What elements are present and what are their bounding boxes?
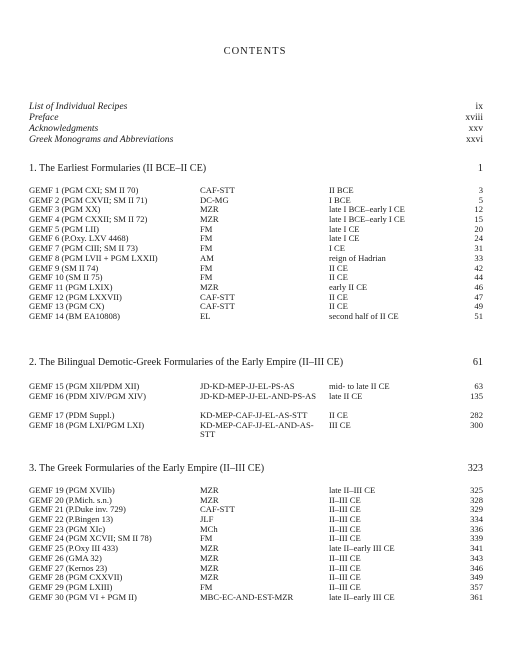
entry-date: II CE	[329, 301, 348, 312]
entry-id: GEMF 13 (PGM CX)	[29, 301, 105, 312]
entry-page: 329	[470, 504, 483, 515]
entry-id: GEMF 27 (Kernos 23)	[29, 562, 108, 573]
front-matter-item	[29, 123, 483, 134]
entry-id: GEMF 20 (P.Mich. s.n.)	[29, 494, 112, 505]
entry-page: 20	[474, 223, 483, 234]
front-matter-page: xxvi	[465, 134, 483, 145]
entry-id: GEMF 14 (BM EA10808)	[29, 310, 120, 321]
entry-id: GEMF 1 (PGM CXI; SM II 70)	[29, 185, 139, 195]
toc-entry	[29, 392, 483, 411]
entry-page: 357	[470, 581, 483, 592]
entry-editors: EL	[200, 310, 211, 321]
entry-date: II–III CE	[329, 523, 361, 534]
entry-id: GEMF 23 (PGM XIc)	[29, 523, 106, 534]
section-entries	[29, 486, 483, 602]
entry-date: I BCE	[329, 194, 351, 205]
entry-page: 44	[474, 272, 483, 283]
entry-id: GEMF 10 (SM II 75)	[29, 272, 103, 283]
entry-editors: DC-MG	[200, 194, 229, 205]
entry-id: GEMF 15 (PGM XII/PDM XII)	[29, 381, 140, 391]
entry-id: GEMF 24 (PGM XCVII; SM II 78)	[29, 533, 152, 544]
entry-id: GEMF 29 (PGM LXIII)	[29, 581, 113, 592]
entry-editors: MZR	[200, 572, 219, 583]
entry-page: 325	[470, 485, 483, 495]
entry-date: II CE	[329, 291, 348, 302]
entry-page: 46	[474, 281, 483, 292]
entry-page: 328	[470, 494, 483, 505]
entry-page: 49	[474, 301, 483, 312]
entry-id: GEMF 9 (SM II 74)	[29, 262, 99, 273]
entry-editors: FM	[200, 272, 213, 283]
front-matter-label: Greek Monograms and Abbreviations	[29, 134, 174, 145]
section-page: 323	[467, 463, 483, 474]
entry-editors: JD-KD-MEP-JJ-EL-PS-AS	[200, 381, 295, 391]
section-heading	[29, 357, 483, 368]
entry-editors: CAF-STT	[200, 185, 235, 195]
entry-date: second half of II CE	[329, 310, 399, 321]
entry-editors: MZR	[200, 562, 219, 573]
front-matter-item	[29, 112, 483, 123]
entry-id: GEMF 30 (PGM VI + PGM II)	[29, 591, 137, 602]
entry-editors: FM	[200, 233, 213, 244]
entry-date: late II CE	[329, 390, 363, 401]
entry-editors: MZR	[200, 485, 219, 495]
entry-date: II–III CE	[329, 494, 361, 505]
entry-date: late II–III CE	[329, 485, 376, 495]
section-entries	[29, 186, 483, 322]
entry-id: GEMF 18 (PGM LXI/PGM LXI)	[29, 419, 145, 430]
entry-page: 5	[478, 194, 483, 205]
entry-id: GEMF 28 (PGM CXXVII)	[29, 572, 123, 583]
entry-editors: KD-MEP-CAF-JJ-EL-AS-STT	[200, 410, 308, 421]
entry-id: GEMF 3 (PGM XX)	[29, 204, 101, 215]
front-matter-item	[29, 101, 483, 112]
entry-editors: MCh	[200, 523, 218, 534]
entry-id: GEMF 11 (PGM LXIX)	[29, 281, 113, 292]
section-title: 1. The Earliest Formularies (II BCE–II CE)	[29, 163, 207, 174]
entry-page: 341	[470, 543, 483, 554]
entry-date: late I BCE–early I CE	[329, 214, 405, 225]
entry-page: 346	[470, 562, 483, 573]
entry-id: GEMF 4 (PGM CXXII; SM II 72)	[29, 214, 148, 225]
entry-date: late I CE	[329, 223, 360, 234]
entry-date: II–III CE	[329, 552, 361, 563]
entry-editors: CAF-STT	[200, 301, 235, 312]
entry-id: GEMF 2 (PGM CXVII; SM II 71)	[29, 194, 148, 205]
front-matter-page: xviii	[465, 112, 483, 123]
toc-entry	[29, 312, 483, 322]
section-page: 61	[472, 357, 483, 368]
entry-id: GEMF 8 (PGM LVII + PGM LXXII)	[29, 252, 158, 263]
entry-editors: KD-MEP-CAF-JJ-EL-AND-AS-STT	[200, 419, 314, 440]
section-entries	[29, 382, 483, 440]
entry-editors: CAF-STT	[200, 504, 235, 515]
entry-editors: JD-KD-MEP-JJ-EL-AND-PS-AS	[200, 390, 317, 401]
entry-page: 47	[474, 291, 483, 302]
front-matter-item	[29, 134, 483, 145]
entry-editors: MZR	[200, 494, 219, 505]
entry-id: GEMF 16 (PDM XIV/PGM XIV)	[29, 390, 146, 401]
front-matter-label: List of Individual Recipes	[29, 101, 128, 112]
entry-editors: MZR	[200, 543, 219, 554]
entry-editors: FM	[200, 581, 213, 592]
entry-page: 63	[474, 381, 483, 391]
front-matter-label: Preface	[29, 112, 59, 123]
entry-page: 135	[470, 390, 483, 401]
entry-editors: CAF-STT	[200, 291, 235, 302]
entry-date: II–III CE	[329, 514, 361, 525]
entry-page: 349	[470, 572, 483, 583]
entry-date: II–III CE	[329, 533, 361, 544]
entry-date: II–III CE	[329, 572, 361, 583]
entry-id: GEMF 5 (PGM LII)	[29, 223, 99, 234]
entry-page: 343	[470, 552, 483, 563]
entry-date: II CE	[329, 272, 348, 283]
entry-date: early II CE	[329, 281, 368, 292]
entry-date: II CE	[329, 410, 348, 421]
entry-page: 15	[474, 214, 483, 225]
entry-page: 300	[470, 419, 483, 430]
entry-page: 42	[474, 262, 483, 273]
entry-editors: JLF	[200, 514, 214, 525]
front-matter-page: ix	[475, 101, 483, 112]
entry-page: 3	[478, 185, 483, 195]
entry-id: GEMF 21 (P.Duke inv. 729)	[29, 504, 126, 515]
section-heading	[29, 163, 483, 174]
entry-date: II CE	[329, 262, 348, 273]
entry-editors: FM	[200, 223, 213, 234]
toc-entry	[29, 421, 483, 440]
entry-editors: FM	[200, 262, 213, 273]
entry-id: GEMF 12 (PGM LXXVII)	[29, 291, 122, 302]
entry-date: I CE	[329, 243, 345, 254]
entry-id: GEMF 17 (PDM Suppl.)	[29, 410, 115, 421]
entry-editors: MZR	[200, 204, 219, 215]
entry-page: 33	[474, 252, 483, 263]
entry-page: 334	[470, 514, 483, 525]
entry-date: II BCE	[329, 185, 354, 195]
entry-date: late II–early III CE	[329, 543, 395, 554]
front-matter-list	[29, 101, 483, 145]
entry-id: GEMF 7 (PGM CIII; SM II 73)	[29, 243, 138, 254]
entry-id: GEMF 26 (GMA 32)	[29, 552, 102, 563]
section-heading	[29, 463, 483, 474]
entry-editors: MZR	[200, 214, 219, 225]
entry-page: 24	[474, 233, 483, 244]
entry-page: 12	[474, 204, 483, 215]
entry-date: late I BCE–early I CE	[329, 204, 405, 215]
entry-date: III CE	[329, 419, 351, 430]
entry-date: II–III CE	[329, 504, 361, 515]
entry-editors: FM	[200, 243, 213, 254]
entry-id: GEMF 6 (P.Oxy. LXV 4468)	[29, 233, 129, 244]
entry-page: 51	[474, 310, 483, 321]
entry-editors: FM	[200, 533, 213, 544]
section-page: 1	[477, 163, 483, 174]
entry-date: II–III CE	[329, 581, 361, 592]
entry-id: GEMF 25 (P.Oxy III 433)	[29, 543, 119, 554]
entry-id: GEMF 19 (PGM XVIIb)	[29, 485, 115, 495]
entry-date: late I CE	[329, 233, 360, 244]
entry-date: late II–early III CE	[329, 591, 395, 602]
section-title: 3. The Greek Formularies of the Early Empire (II–III CE)	[29, 463, 265, 474]
front-matter-page: xxv	[468, 123, 483, 134]
entry-page: 282	[470, 410, 483, 421]
entry-page: 339	[470, 533, 483, 544]
entry-page: 31	[474, 243, 483, 254]
entry-editors: AM	[200, 252, 214, 263]
entry-editors: MZR	[200, 281, 219, 292]
entry-page: 361	[470, 591, 483, 602]
entry-page: 336	[470, 523, 483, 534]
entry-editors: MBC-EC-AND-EST-MZR	[200, 591, 294, 602]
entry-id: GEMF 22 (P.Bingen 13)	[29, 514, 114, 525]
front-matter-label: Acknowledgments	[29, 123, 99, 134]
entry-date: mid- to late II CE	[329, 381, 390, 391]
toc-entry	[29, 593, 483, 603]
entry-editors: MZR	[200, 552, 219, 563]
page-title: CONTENTS	[223, 46, 287, 57]
entry-date: II–III CE	[329, 562, 361, 573]
section-title: 2. The Bilingual Demotic-Greek Formularies of the Early Empire (II–III CE)	[29, 357, 344, 368]
entry-date: reign of Hadrian	[329, 252, 386, 263]
